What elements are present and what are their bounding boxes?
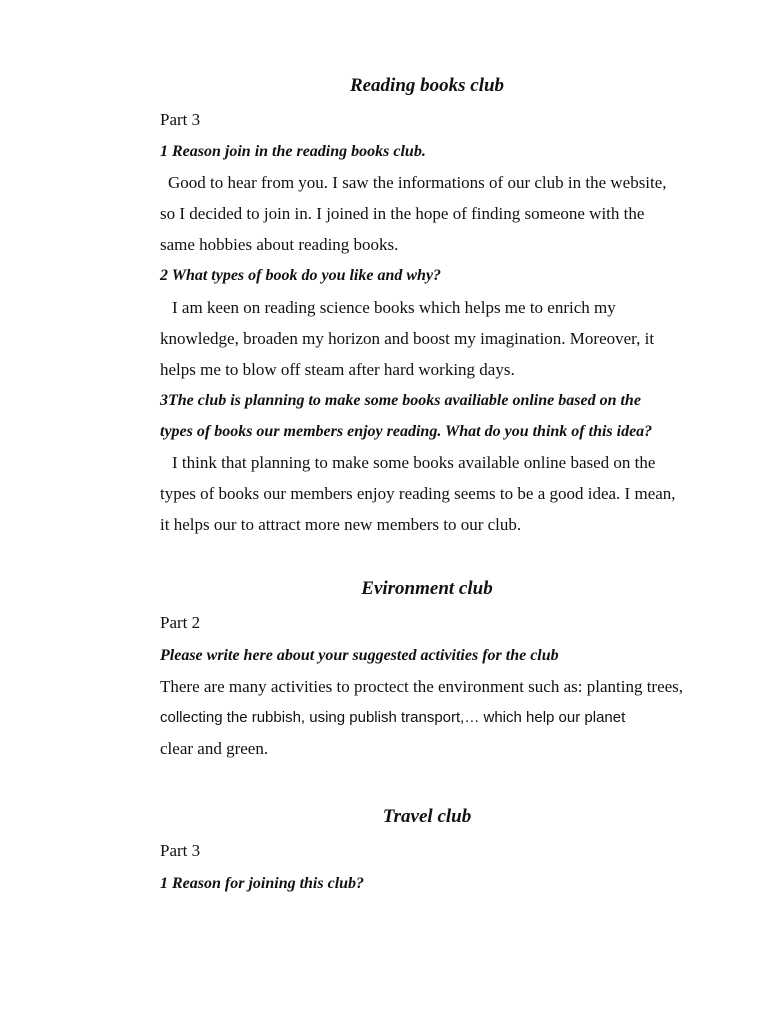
reading-club-question-3-line: 3The club is planning to make some books availiable online based on the: [160, 392, 641, 409]
reading-club-answer-2-line: I am keen on reading science books which helps me to enrich my: [172, 298, 616, 317]
reading-club-title: Reading books club: [349, 75, 505, 96]
reading-club-part: Part 3: [160, 110, 201, 129]
reading-club-answer-2-line: knowledge, broaden my horizon and boost my imagination. Moreover, it: [160, 329, 655, 348]
travel-club-part: Part 3: [160, 841, 201, 860]
environment-club-answer-line: collecting the rubbish, using publish transport,… which help our planet: [160, 709, 626, 726]
reading-club-answer-3-line: it helps our to attract more new members to our club.: [160, 515, 522, 534]
travel-club-question-1: 1 Reason for joining this club?: [160, 875, 365, 892]
reading-club-question-3-line: types of books our members enjoy reading. What do you think of this idea?: [160, 423, 653, 440]
environment-club-title: Evironment club: [361, 578, 493, 599]
reading-club-answer-1-line: Good to hear from you. I saw the informations of our club in the website,: [168, 173, 667, 192]
environment-club-answer-line: clear and green.: [160, 739, 269, 758]
environment-club-prompt: Please write here about your suggested activities for the club: [160, 647, 559, 664]
reading-club-question-1: 1 Reason join in the reading books club.: [160, 143, 426, 160]
reading-club-answer-3-line: types of books our members enjoy reading seems to be a good idea. I mean,: [160, 484, 676, 503]
travel-club-title: Travel club: [382, 806, 472, 827]
reading-club-answer-3-line: I think that planning to make some books available online based on the: [172, 453, 656, 472]
environment-club-answer-line: There are many activities to proctect the environment such as: planting trees,: [160, 677, 684, 696]
environment-club-part: Part 2: [160, 613, 201, 632]
reading-club-question-2: 2 What types of book do you like and why?: [160, 267, 442, 284]
reading-club-answer-1-line: so I decided to join in. I joined in the hope of finding someone with the: [160, 204, 645, 223]
reading-club-answer-2-line: helps me to blow off steam after hard working days.: [160, 360, 515, 379]
reading-club-answer-1-line: same hobbies about reading books.: [160, 235, 399, 254]
